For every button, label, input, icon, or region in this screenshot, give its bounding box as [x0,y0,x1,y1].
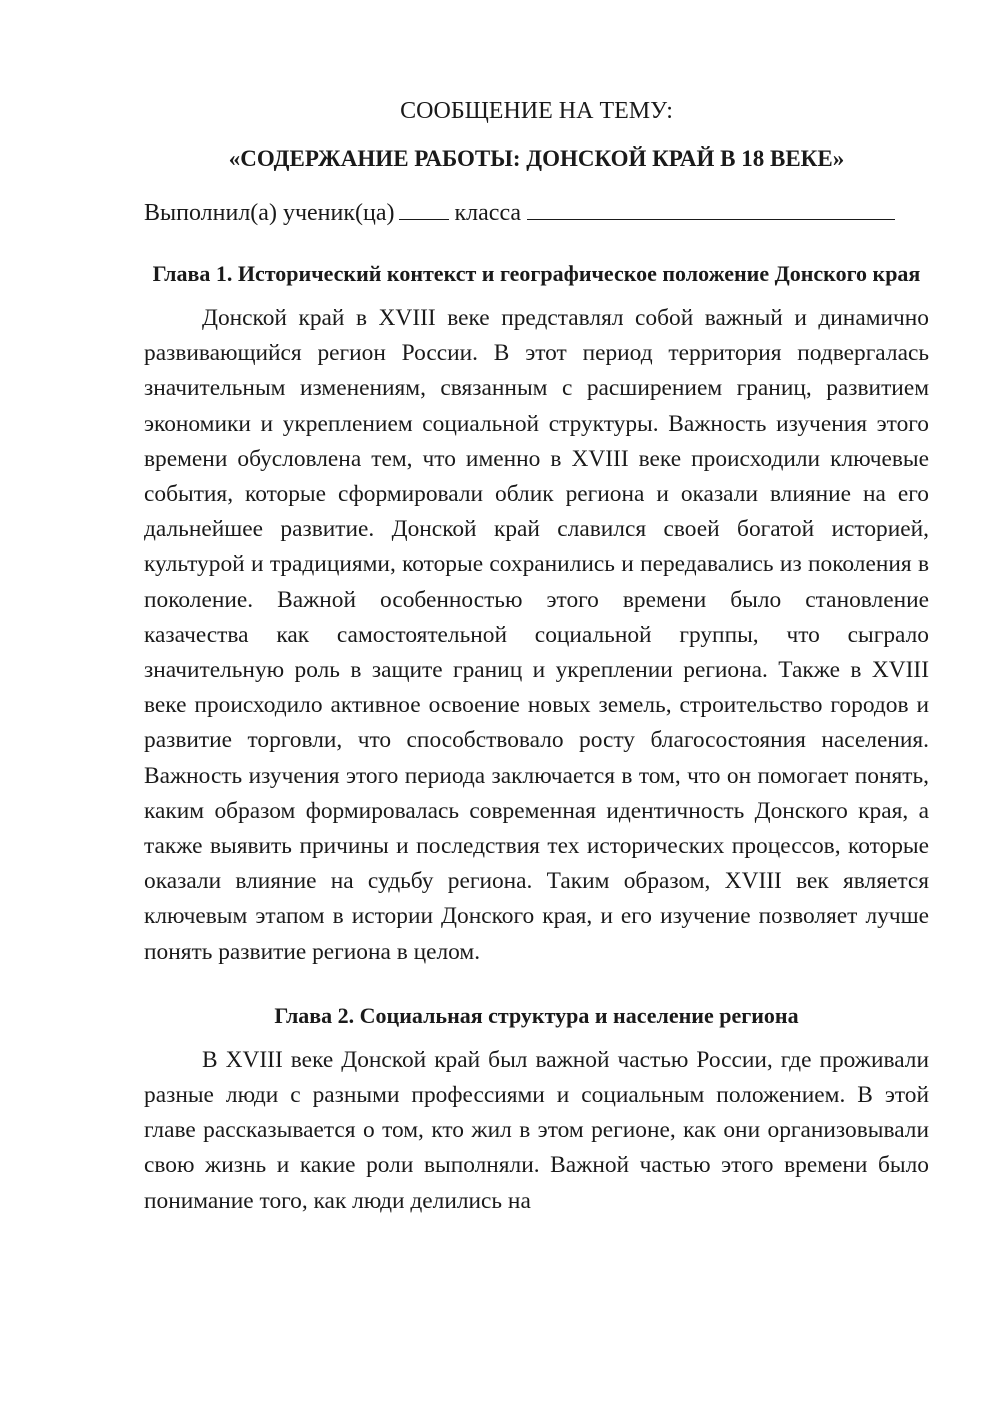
author-label: Выполнил(а) ученик(ца) [144,200,395,226]
document-subject-line: СООБЩЕНИЕ НА ТЕМУ: [400,98,673,124]
document-title: «СОДЕРЖАНИЕ РАБОТЫ: ДОНСКОЙ КРАЙ В 18 ВЕКЕ» [228,146,845,171]
chapter-2-paragraph: В XVIII веке Донской край был важной частью России, где проживали разные люди с разными профессиями и социальным положением. В этой главе рассказывается о том, кто жил в этом регионе, как они организовывали свою жизнь и какие роли выполняли. Важной частью этого времени было понимание того, как люди делились на [144,1046,929,1214]
chapter-2-heading: Глава 2. Социальная структура и население региона [274,1002,799,1028]
grade-blank-field[interactable] [399,197,449,220]
chapter-1-heading: Глава 1. Исторический контекст и географическое положение Донского края [152,261,921,286]
class-label: класса [454,200,522,226]
author-line [144,196,929,230]
name-blank-field[interactable] [527,197,895,220]
chapter-1-paragraph: Донской край в XVIII веке представлял собой важный и динамично развивающийся регион России. В этот период территория подвергалась значительным изменениям, связанным с расширением границ, развитием экономики и укреплением социальной структуры. Важность изучения этого времени обусловлена тем, что именно в XVIII веке происходили ключевые события, которые сформировали облик региона и оказали влияние на его дальнейшее развитие. Донской край славился своей богатой историей, культурой и традициями, которые сохранились и передавались из поколения в поколение. Важной особенностью этого времени было становление казачества как самостоятельной социальной группы, что сыграло значительную роль в защите границ и укреплении региона. Также в XVIII веке происходило активное освоение новых земель, строительство городов и развитие торговли, что способствовало росту благосостояния населения. Важность изучения этого периода заключается в том, что он помогает понять, каким образом формировалась современная идентичность Донского края, а также выявить причины и последствия тех исторических процессов, которые оказали влияние на судьбу региона. Таким образом, XVIII век является ключевым этапом в истории Донского края, и его изучение позволяет лучше понять развитие региона в целом. [144,305,929,965]
document-page [144,90,929,1219]
